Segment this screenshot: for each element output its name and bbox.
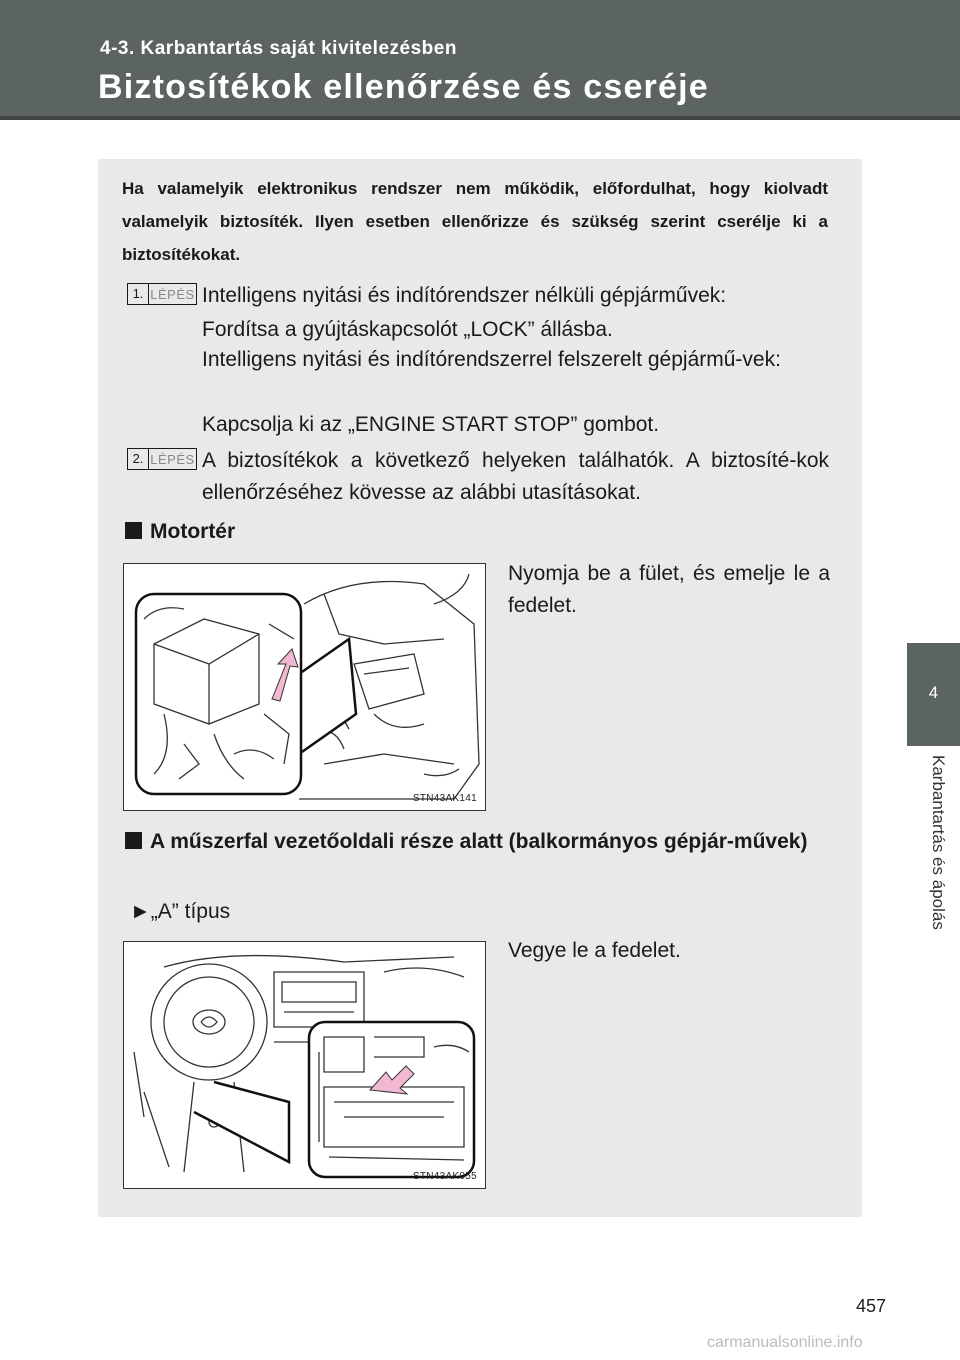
chapter-tab[interactable] xyxy=(907,643,960,746)
step-2-text: A biztosítékok a következő helyeken találhatók. A biztosíté-kok ellenőrzéséhez kövesse az alábbi utasításokat. xyxy=(202,449,829,504)
engine-bay-illustration xyxy=(124,564,486,811)
heading-text: A műszerfal vezetőoldali része alatt (balkormányos gépjár-művek) xyxy=(150,830,808,853)
step-1-line-4: Kapcsolja ki az „ENGINE START STOP” gombot. xyxy=(202,413,660,436)
type-a-label: ►„A” típus xyxy=(130,900,231,923)
figure-caption-engine: Nyomja be a fület, és emelje le a fedelet. xyxy=(508,562,830,617)
chapter-number: 4 xyxy=(928,683,939,702)
square-bullet-icon xyxy=(125,522,142,539)
page-title: Biztosítékok ellenőrzése és cseréje xyxy=(98,68,709,106)
square-bullet-icon xyxy=(125,832,142,849)
section-heading-dashboard xyxy=(125,826,830,858)
step-badge-2 xyxy=(127,448,197,470)
figure-code: STN43AK141 xyxy=(412,793,477,804)
watermark: carmanualsonline.info xyxy=(707,1334,863,1351)
page-number: 457 xyxy=(856,1296,887,1316)
step-1-line-2: Fordítsa a gyújtáskapcsolót „LOCK” állásba. xyxy=(202,318,613,341)
chapter-label: Karbantartás és ápolás xyxy=(929,755,948,930)
section-heading-engine xyxy=(125,516,235,548)
dashboard-fuse-box-figure xyxy=(123,941,486,1189)
intro-paragraph: Ha valamelyik elektronikus rendszer nem működik, előfordulhat, hogy kiolvadt valamelyik biztosíték. Ilyen esetben ellenőrizze és szükség szerint cserélje ki a biztosítékokat. xyxy=(122,179,828,264)
dashboard-illustration xyxy=(124,942,486,1189)
heading-text: Motortér xyxy=(150,520,236,543)
step-1-line-1: Intelligens nyitási és indítórendszer nélküli gépjárművek: xyxy=(202,284,727,307)
engine-fuse-box-figure xyxy=(123,563,486,811)
section-title: 4-3. Karbantartás saját kivitelezésben xyxy=(100,38,457,59)
figure-code: STN43AK055 xyxy=(412,1171,477,1182)
step-badge-label: LÉPÉS xyxy=(150,451,195,467)
step-badge-label: LÉPÉS xyxy=(150,286,195,302)
step-badge-1 xyxy=(127,283,197,305)
step-number: 1. xyxy=(128,284,149,304)
figure-caption-dashboard: Vegye le a fedelet. xyxy=(508,939,681,962)
header-divider xyxy=(0,116,960,120)
step-1-line-3: Intelligens nyitási és indítórendszerrel felszerelt gépjármű-vek: xyxy=(202,348,781,371)
step-number: 2. xyxy=(128,449,149,469)
